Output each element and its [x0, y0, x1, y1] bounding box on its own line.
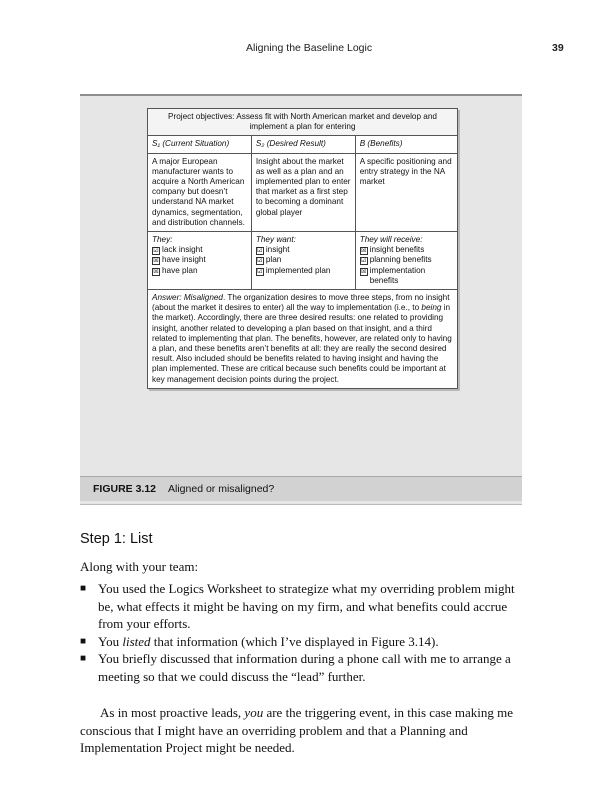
- checklist-item: ☒ insight benefits: [360, 245, 425, 255]
- checklist-item: ☒ have insight: [153, 255, 206, 265]
- bullet-icon: ■: [80, 635, 87, 647]
- list-item: ■ You used the Logics Worksheet to strategize what my overriding problem might be, what effects it might be having on my firm, and what benefits could accrue from your efforts.: [80, 581, 515, 631]
- figure-number: FIGURE 3.12: [93, 483, 157, 495]
- column-header-s2: S₂ (Desired Result): [251, 136, 355, 153]
- benefits-checklist: [355, 232, 457, 290]
- column-header-b: B (Benefits): [355, 136, 457, 153]
- checklist-item: ☑ implemented plan: [257, 265, 331, 275]
- checkbox-icon: ☑: [257, 268, 263, 275]
- figure-table: [147, 108, 458, 389]
- page-number: 39: [552, 42, 564, 54]
- s2-description: Insight about the market as well as a plan and an implemented plan to enter that market as a first step to becoming a dominant global player: [251, 153, 355, 231]
- checkbox-icon: ☑: [257, 248, 263, 255]
- checklist-item: ☑ lack insight: [153, 245, 203, 255]
- checklist-item: ☑ insight: [257, 245, 290, 255]
- bullet-icon: ■: [80, 653, 87, 664]
- s2-checklist: [251, 232, 355, 290]
- figure-caption-text: Aligned or misaligned?: [168, 483, 275, 495]
- checklist-item: ☑ plan: [257, 255, 282, 265]
- benefits-description: A specific positioning and entry strategy in the NA market: [355, 153, 457, 231]
- running-head-title: Aligning the Baseline Logic: [246, 42, 373, 54]
- list-item: ■ You listed that information (which I’ve displayed in Figure 3.14).: [80, 633, 439, 649]
- column-header-row: [148, 136, 458, 153]
- bullet-list: [80, 580, 525, 685]
- figure-3-12: [80, 94, 522, 505]
- checkbox-icon: ☑: [360, 258, 367, 265]
- figure-caption: [80, 476, 522, 501]
- project-objectives: Project objectives: Assess fit with North American market and develop and implement a plan for entering: [148, 109, 458, 136]
- checklist-item: ☒ have plan: [153, 265, 198, 275]
- description-row: [148, 153, 458, 231]
- checkbox-icon: ☒: [153, 268, 159, 275]
- checkbox-icon: ☒: [153, 258, 159, 265]
- checklist-row: [148, 232, 458, 290]
- checklist-item: ☑ planning benefits: [360, 255, 432, 265]
- answer-text: Answer: Misaligned. The organization desires to move three steps, from no insight (about the market it desires to enter) all the way to implementation (i.e., to being in the market). Accordingly, there are three desired results: one related to providing insight, another related to developing a plan based on that insight, and a third related to implementing that plan. The benefits, however, are related only to having a plan, and these benefits aren’t benefits at all: they are really the second desired result. Also included should be benefits related to having insight and having the plan implemented. These are critical because such benefits could be important at key management decision points during the project.: [148, 290, 458, 389]
- s1-description: A major European manufacturer wants to acquire a North American company but doesn’t understand NA market dynamics, segmentation, and distribution channels.: [148, 153, 252, 231]
- s1-checklist: [148, 232, 252, 290]
- answer-row: [148, 290, 458, 389]
- checkbox-icon: ☑: [257, 258, 263, 265]
- bullet-icon: ■: [80, 583, 87, 594]
- closing-paragraph: As in most proactive leads, you are the triggering event, in this case making me conscious that I might have an overriding problem and that a Planning and Implementation Project might be needed.: [80, 705, 514, 755]
- s2-sublabel: They want:: [255, 235, 296, 245]
- intro-paragraph: Along with your team:: [80, 559, 199, 574]
- column-header-s1: S₁ (Current Situation): [148, 136, 252, 153]
- checklist-item: ☒ implementation benefits: [360, 265, 426, 285]
- checkbox-icon: ☑: [153, 248, 159, 255]
- section-heading: Step 1: List: [80, 531, 153, 547]
- checkbox-icon: ☒: [360, 268, 367, 275]
- checkbox-icon: ☒: [360, 248, 367, 255]
- benefits-sublabel: They will receive:: [359, 235, 423, 245]
- list-item: ■ You briefly discussed that information during a phone call with me to arrange a meeting so that we could discuss the “lead” further.: [80, 651, 511, 684]
- s1-sublabel: They:: [152, 235, 173, 245]
